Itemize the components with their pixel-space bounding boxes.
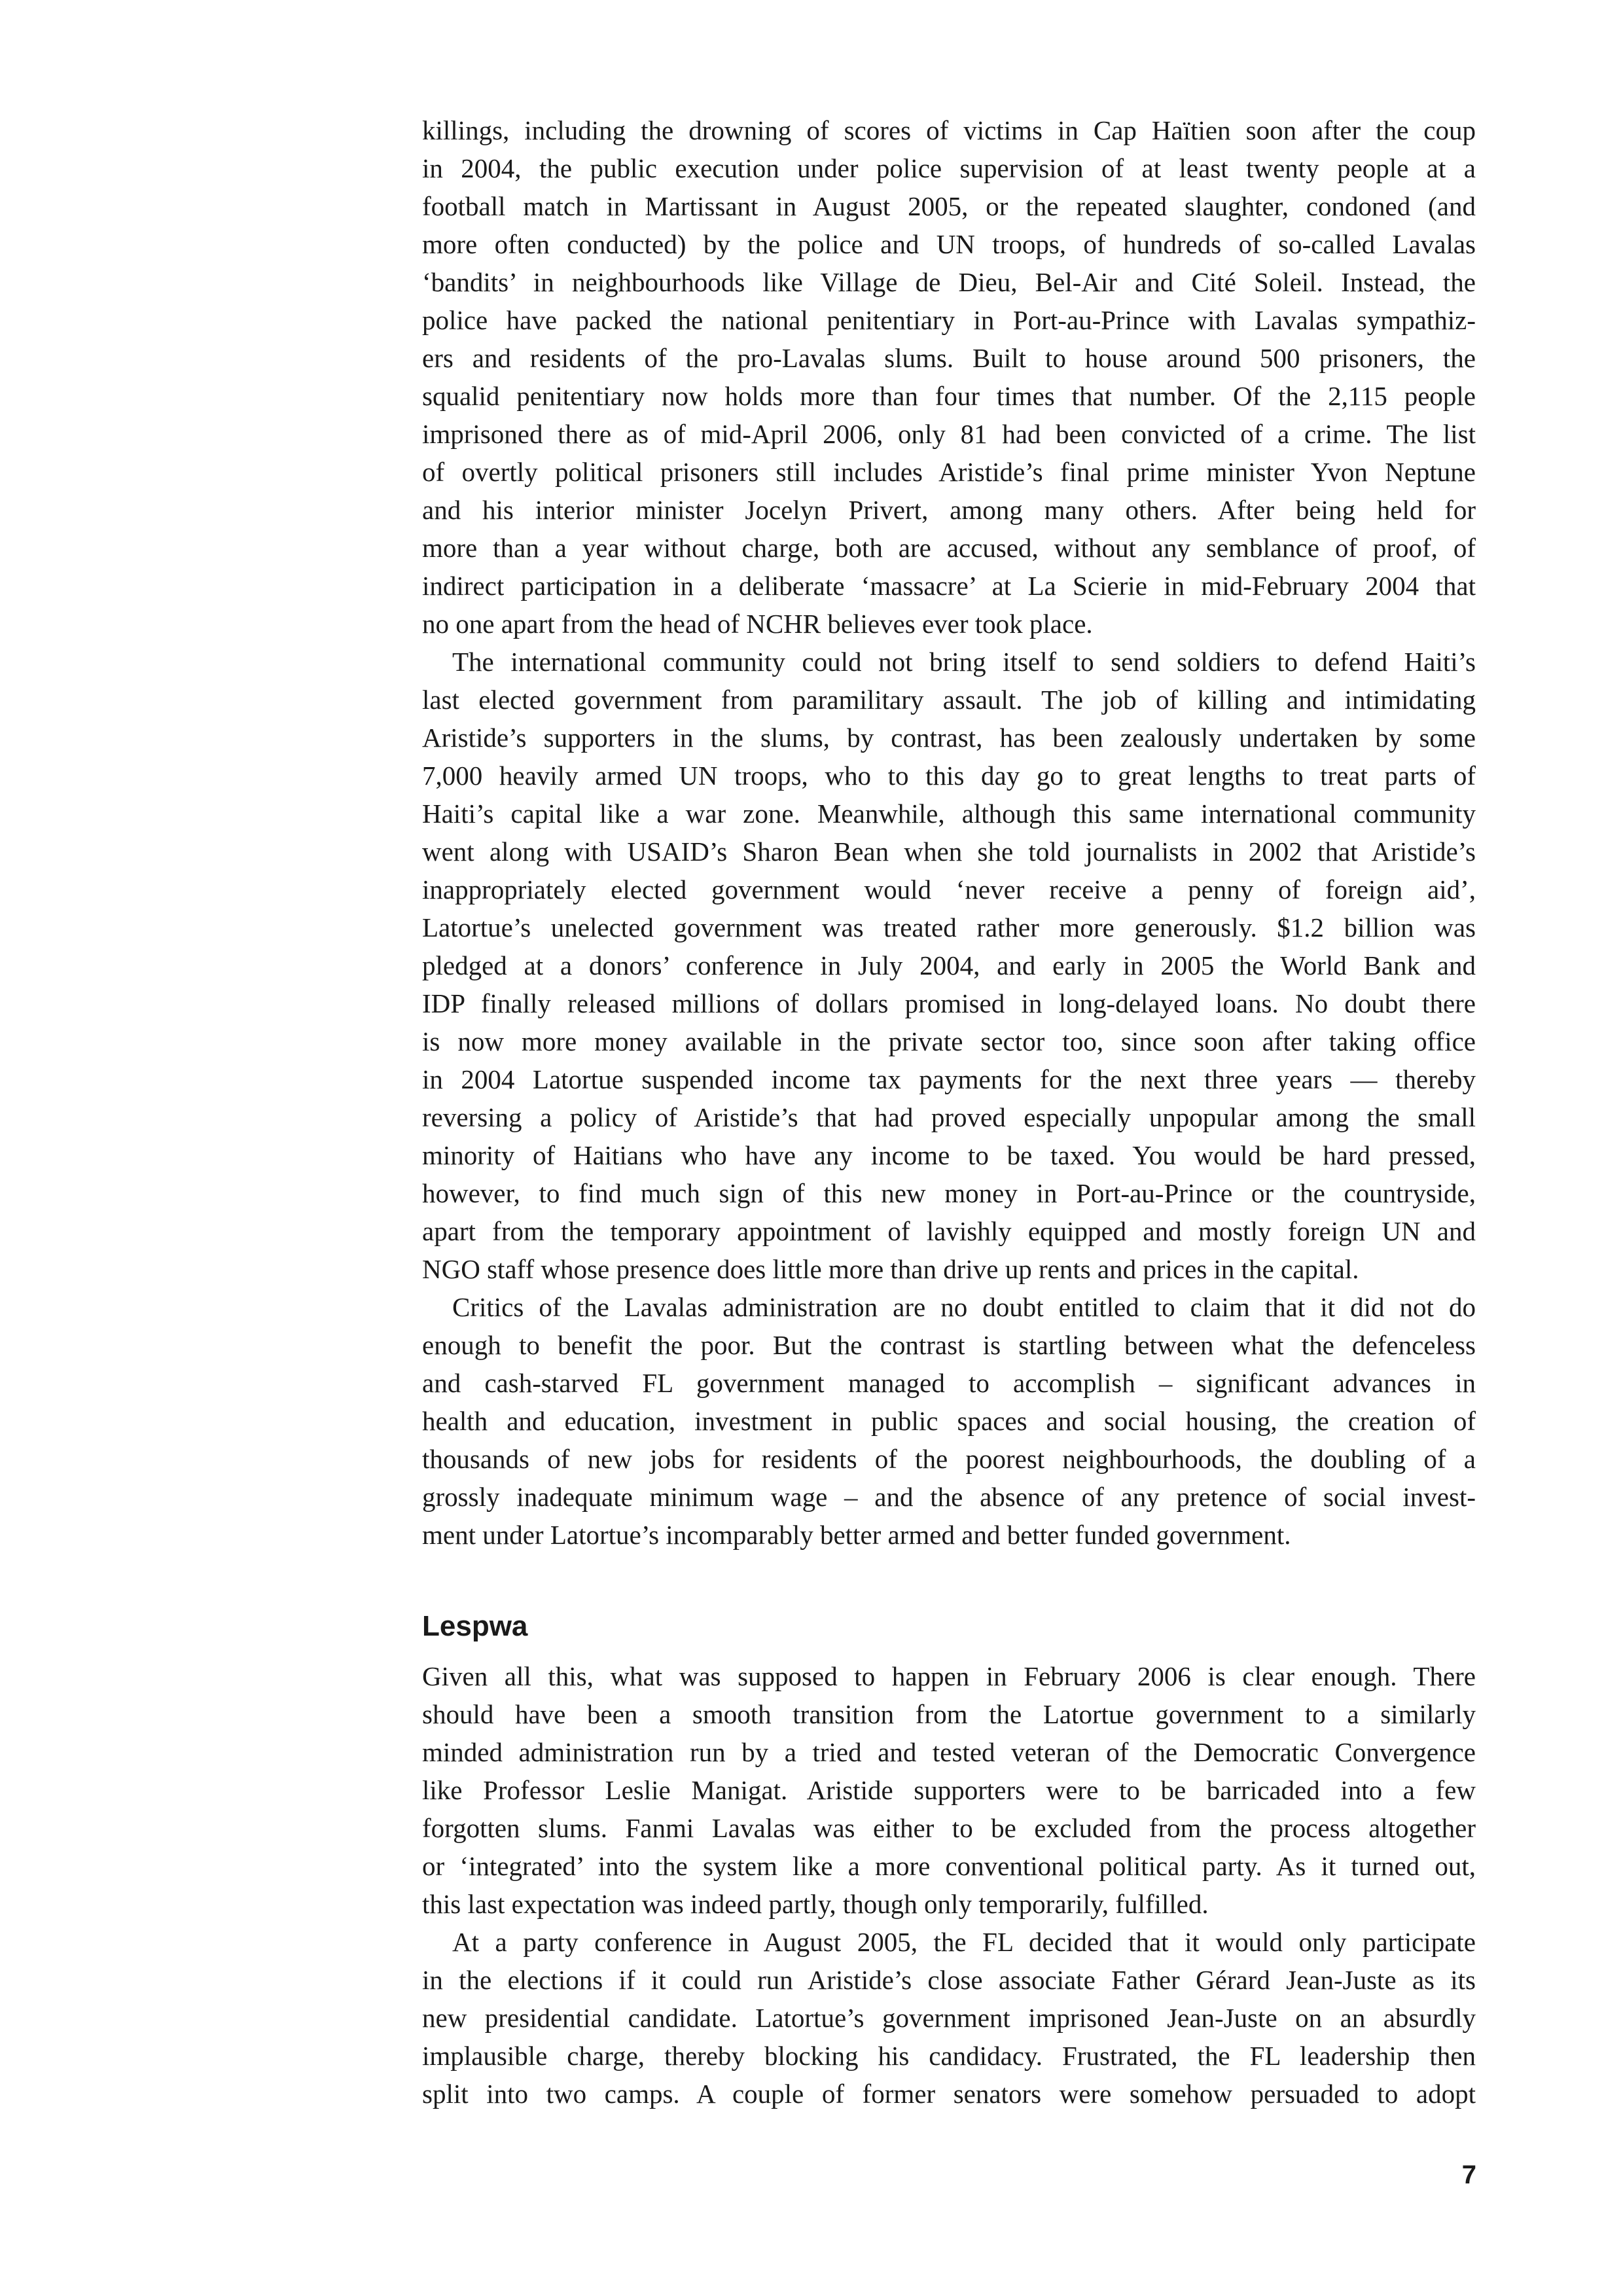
text-line: went along with USAID’s Sharon Bean when she told journalists in 2002 that Aristide’s [422, 836, 1476, 867]
text-line: squalid penitentiary now holds more than four times that number. Of the 2,115 people [422, 381, 1476, 411]
text-line: more often conducted) by the police and UN troops, of hundreds of so-called Lavalas [422, 229, 1476, 259]
text-line: and cash-starved FL government managed to accomplish – significant advances in [422, 1368, 1476, 1398]
text-line: Aristide’s supporters in the slums, by contrast, has been zealously undertaken by some [422, 723, 1476, 753]
text-line: of overtly political prisoners still includes Aristide’s final prime minister Yvon Neptune [422, 457, 1476, 487]
text-line: thousands of new jobs for residents of the poorest neighbourhoods, the doubling of a [422, 1444, 1476, 1474]
text-line: in 2004 Latortue suspended income tax payments for the next three years — thereby [422, 1064, 1476, 1094]
text-line: indirect participation in a deliberate ‘massacre’ at La Scierie in mid-February 2004 that [422, 571, 1476, 601]
text-line: police have packed the national penitentiary in Port-au-Prince with Lavalas sympathiz- [422, 305, 1476, 335]
text-line: last elected government from paramilitary assault. The job of killing and intimidating [422, 685, 1476, 715]
text-line: minded administration run by a tried and tested veteran of the Democratic Convergence [422, 1737, 1476, 1767]
text-line: NGO staff whose presence does little more than drive up rents and prices in the capital. [422, 1254, 1359, 1284]
text-line: new presidential candidate. Latortue’s government imprisoned Jean-Juste on an absurdly [422, 2003, 1476, 2033]
text-line: in the elections if it could run Aristide’s close associate Father Gérard Jean-Juste as its [422, 1965, 1476, 1995]
page-number: 7 [1461, 2161, 1476, 2189]
text-line: apart from the temporary appointment of lavishly equipped and mostly foreign UN and [422, 1216, 1476, 1246]
text-line: ment under Latortue’s incomparably better armed and better funded government. [422, 1520, 1291, 1550]
text-line: no one apart from the head of NCHR believes ever took place. [422, 609, 1093, 639]
text-line: enough to benefit the poor. But the contrast is startling between what the defenceless [422, 1330, 1476, 1360]
text-line: grossly inadequate minimum wage – and the absence of any pretence of social invest- [422, 1482, 1476, 1512]
text-line: football match in Martissant in August 2005, or the repeated slaughter, condoned (and [422, 191, 1476, 221]
text-line: like Professor Leslie Manigat. Aristide supporters were to be barricaded into a few [422, 1775, 1476, 1805]
section-heading: Lespwa [422, 1610, 528, 1642]
text-line: health and education, investment in public spaces and social housing, the creation of [422, 1406, 1476, 1436]
text-line: or ‘integrated’ into the system like a more conventional political party. As it turned out, [422, 1851, 1476, 1881]
text-line: ers and residents of the pro-Lavalas slums. Built to house around 500 prisoners, the [422, 343, 1476, 373]
text-line: Latortue’s unelected government was treated rather more generously. $1.2 billion was [422, 912, 1476, 942]
text-line: should have been a smooth transition from the Latortue government to a similarly [422, 1699, 1476, 1729]
text-line: Given all this, what was supposed to happen in February 2006 is clear enough. There [422, 1661, 1476, 1691]
text-line: The international community could not bring itself to send soldiers to defend Haiti’s [452, 647, 1476, 677]
text-line: pledged at a donors’ conference in July 2004, and early in 2005 the World Bank and [422, 950, 1476, 980]
text-line: this last expectation was indeed partly, though only temporarily, fulfilled. [422, 1889, 1209, 1919]
text-line: implausible charge, thereby blocking his candidacy. Frustrated, the FL leadership then [422, 2041, 1476, 2071]
text-line: IDP finally released millions of dollars promised in long-delayed loans. No doubt there [422, 988, 1476, 1018]
text-line: killings, including the drowning of scores of victims in Cap Haïtien soon after the coup [422, 115, 1476, 145]
text-line: in 2004, the public execution under police supervision of at least twenty people at a [422, 153, 1476, 183]
text-line: ‘bandits’ in neighbourhoods like Village de Dieu, Bel-Air and Cité Soleil. Instead, the [422, 267, 1476, 297]
text-line: however, to find much sign of this new money in Port-au-Prince or the countryside, [422, 1178, 1476, 1208]
text-line: forgotten slums. Fanmi Lavalas was either to be excluded from the process altogether [422, 1813, 1476, 1843]
text-line: imprisoned there as of mid-April 2006, only 81 had been convicted of a crime. The list [422, 419, 1476, 449]
text-line: inappropriately elected government would ‘never receive a penny of foreign aid’, [422, 874, 1476, 905]
text-line: more than a year without charge, both are accused, without any semblance of proof, of [422, 533, 1476, 563]
text-line: 7,000 heavily armed UN troops, who to this day go to great lengths to treat parts of [422, 761, 1476, 791]
text-line: is now more money available in the private sector too, since soon after taking office [422, 1026, 1476, 1056]
text-line: Haiti’s capital like a war zone. Meanwhile, although this same international community [422, 798, 1476, 829]
text-line: Critics of the Lavalas administration are no doubt entitled to claim that it did not do [452, 1292, 1476, 1322]
text-line: split into two camps. A couple of former senators were somehow persuaded to adopt [422, 2079, 1476, 2109]
text-line: minority of Haitians who have any income to be taxed. You would be hard pressed, [422, 1140, 1476, 1170]
text-line: reversing a policy of Aristide’s that had proved especially unpopular among the small [422, 1102, 1476, 1132]
text-line: and his interior minister Jocelyn Privert, among many others. After being held for [422, 495, 1476, 525]
text-line: At a party conference in August 2005, the FL decided that it would only participate [452, 1927, 1476, 1957]
